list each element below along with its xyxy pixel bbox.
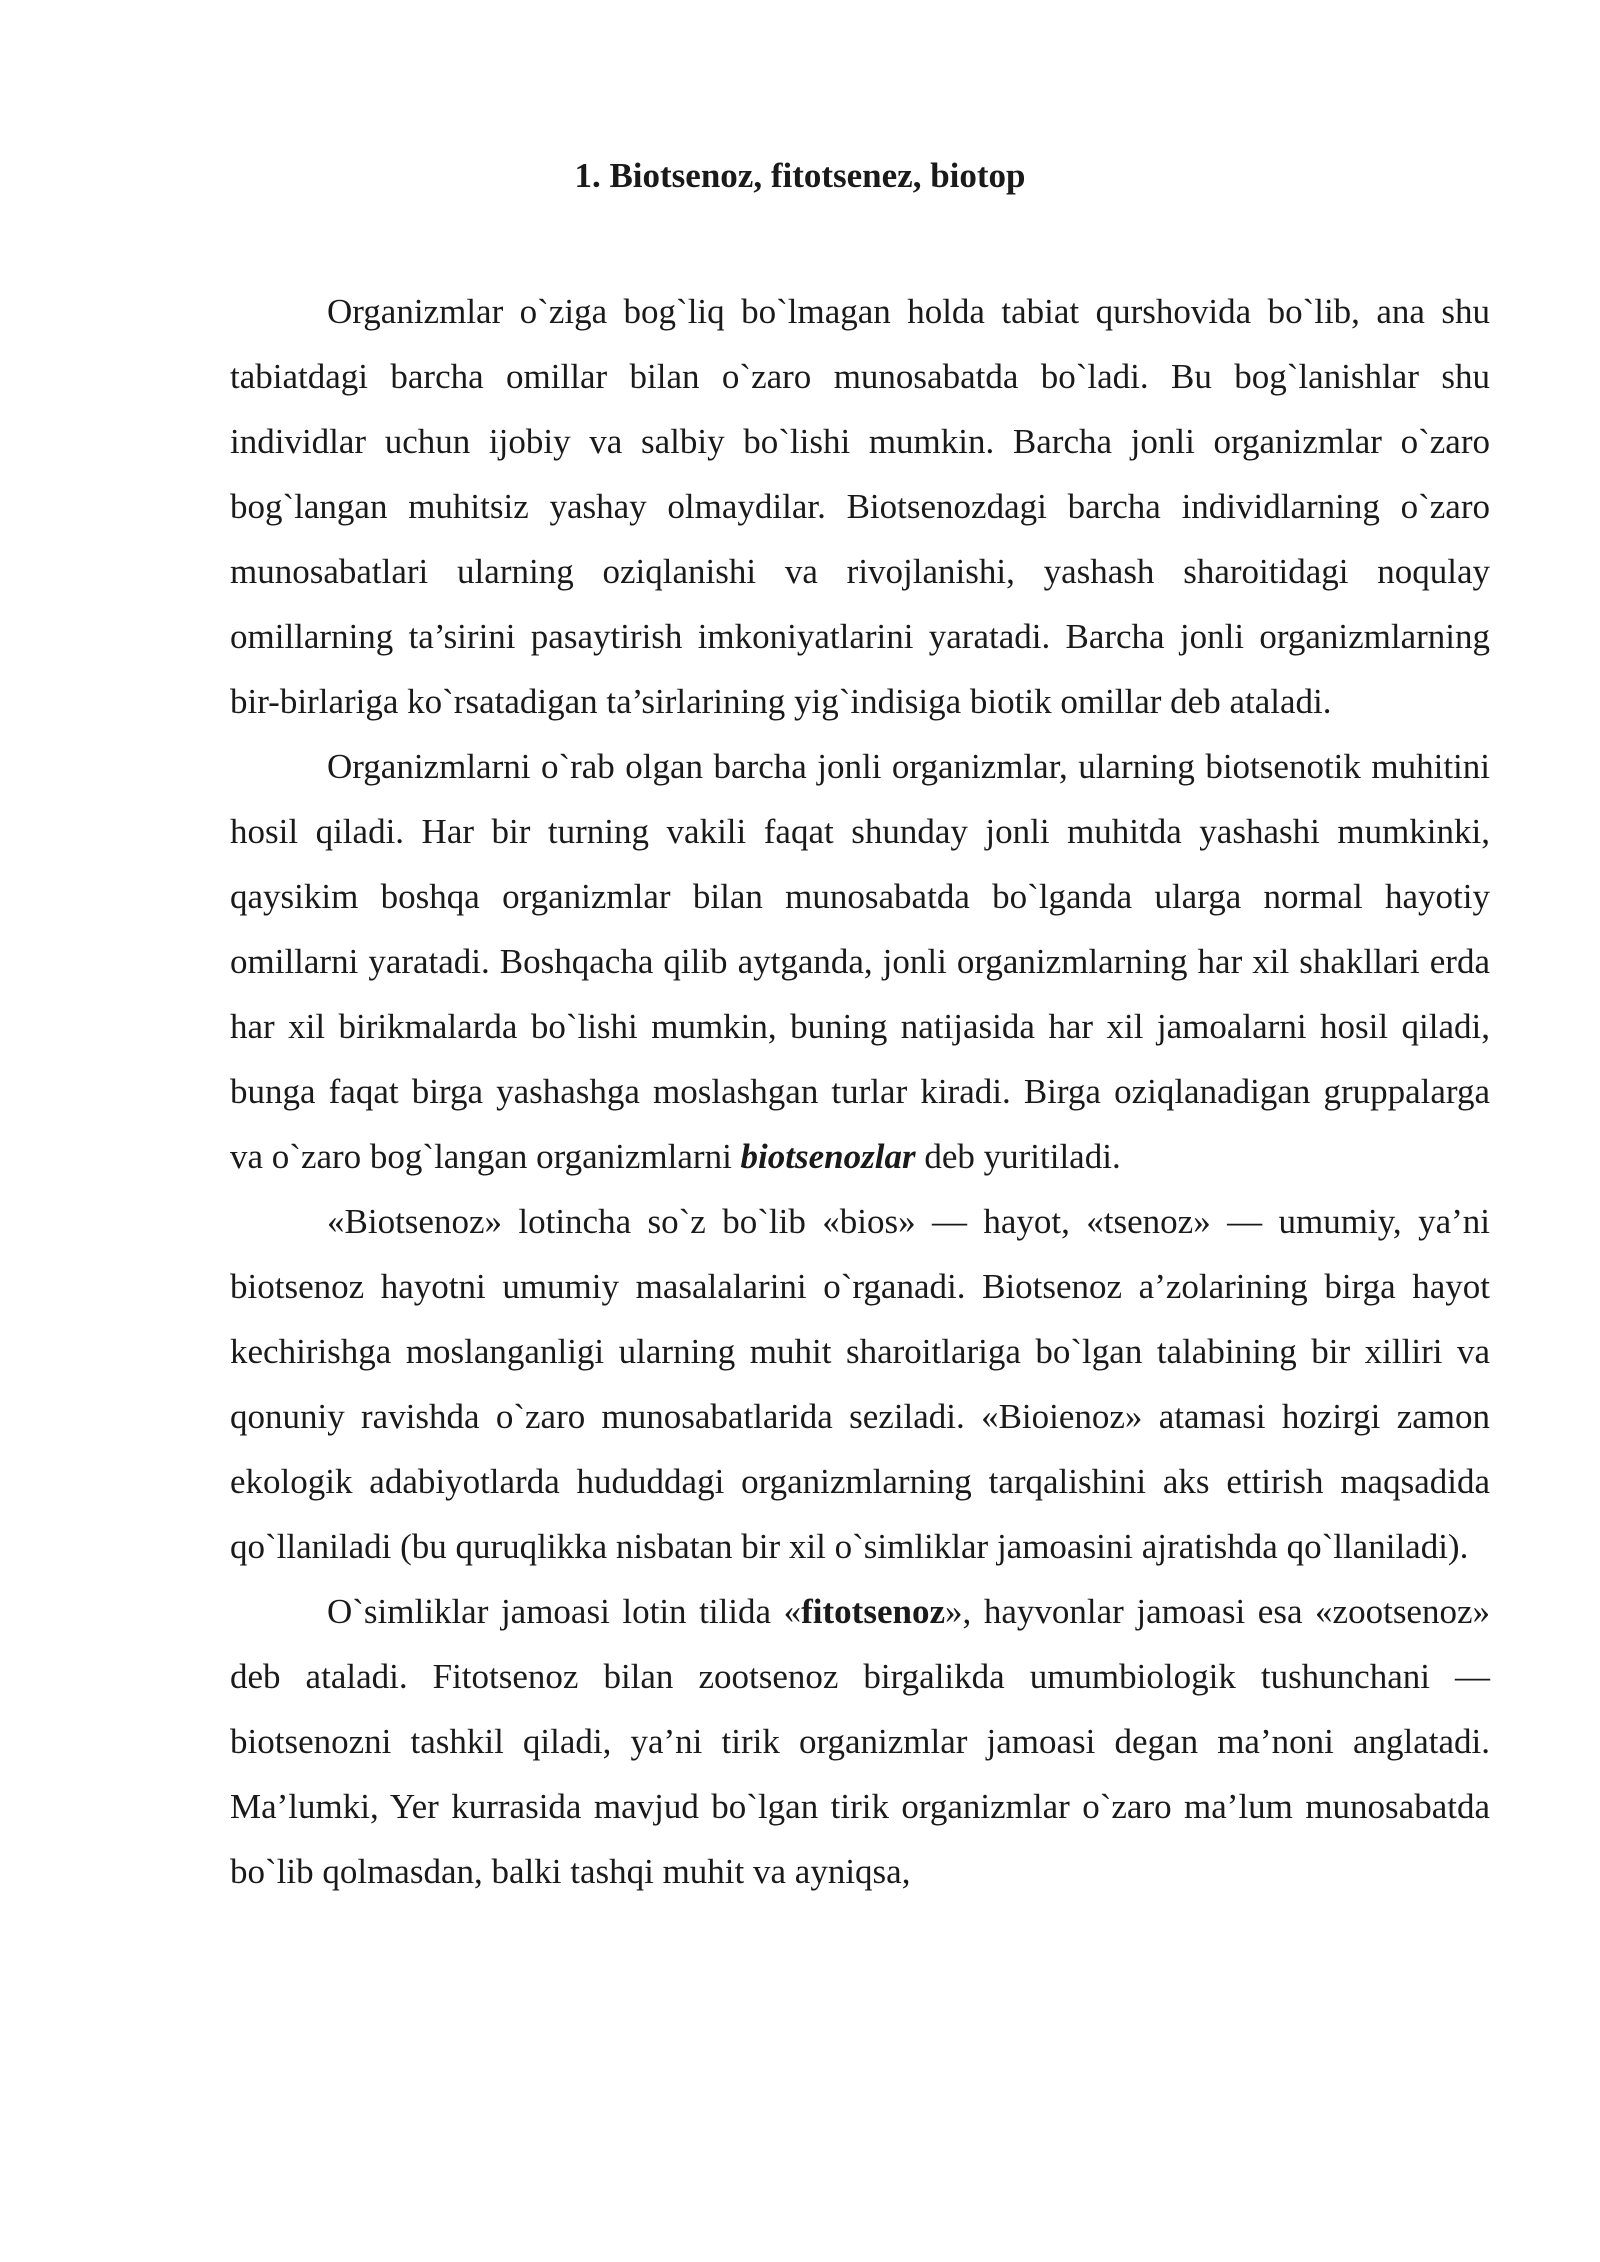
section-heading: 1. Biotsenoz, fitotsenez, biotop [574, 156, 1026, 195]
paragraph-4 [230, 1579, 1490, 1904]
paragraph-2-text-after: deb yuritiladi. [915, 1137, 1121, 1176]
paragraph-1: Organizmlar o`ziga bog`liq bo`lmagan holda tabiat qurshovida bo`lib, ana shu tabiatdagi barcha omillar bilan o`zaro munosabatda bo`ladi. Bu bog`lanishlar shu individlar uchun ijobiy va salbiy bo`lishi mumkin. Barcha jonli organizmlar o`zaro bog`langan muhitsiz yashay olmaydilar. Biotsenozdagi barcha individlarning o`zaro munosabatlari ularning oziqlanishi va rivojlanishi, yashash sharoitidagi noqulay omillarning ta’sirini pasaytirish imkoniyatlarini yaratadi. Barcha jonli organizmlarning bir-birlariga ko`rsatadigan ta’sirlarining yig`indisiga biotik omillar deb ataladi. [230, 292, 1490, 721]
paragraph-4-text-before: O`simliklar jamoasi lotin tilida « [327, 1592, 802, 1631]
term-fitotsenoz: fitotsenoz [801, 1592, 945, 1631]
paragraph-2 [230, 734, 1490, 1189]
body-text [230, 279, 1490, 1904]
term-biotsenozlar: biotsenozlar [740, 1137, 916, 1176]
paragraph-2-text-before: Organizmlarni o`rab olgan barcha jonli organizmlar, ularning biotsenotik muhitini hosil qiladi. Har bir turning vakili faqat shunday jonli muhitda yashashi mumkinki, qaysikim boshqa organizmlar bilan munosabatda bo`lganda ularga normal hayotiy omillarni yaratadi. Boshqacha qilib aytganda, jonli organizmlarning har xil shakllari erda har xil birikmalarda bo`lishi mumkin, buning natijasida har xil jamoalarni hosil qiladi, bunga faqat birga yashashga moslashgan turlar kiradi. Birga oziqlanadigan gruppalarga va o`zaro bog`langan organizmlarni [230, 747, 1490, 1176]
paragraph-3: «Biotsenoz» lotincha so`z bo`lib «bios» — hayot, «tsenoz» — umumiy, ya’ni biotsenoz hayotni umumiy masalalarini o`rganadi. Biotsenoz a’zolarining birga hayot kechirishga moslanganligi ularning muhit sharoitlariga bo`lgan talabining bir xilliri va qonuniy ravishda o`zaro munosabatlarida seziladi. «Bioienoz» atamasi hozirgi zamon ekologik adabiyotlarda hududdagi organizmlarning tarqalishini aks ettirish maqsadida qo`llaniladi (bu quruqlikka nisbatan bir xil o`simliklar jamoasini ajratishda qo`llaniladi). [230, 1202, 1490, 1566]
paragraph-4-text-after: », hayvonlar jamoasi esa «zootsenoz» deb ataladi. Fitotsenoz bilan zootsenoz birgalikda umumbiologik tushunchani — biotsenozni tashkil qiladi, ya’ni tirik organizmlar jamoasi degan ma’noni anglatadi. Ma’lumki, Yer kurrasida mavjud bo`lgan tirik organizmlar o`zaro ma’lum munosabatda bo`lib qolmasdan, balki tashqi muhit va ayniqsa, [230, 1592, 1491, 1891]
